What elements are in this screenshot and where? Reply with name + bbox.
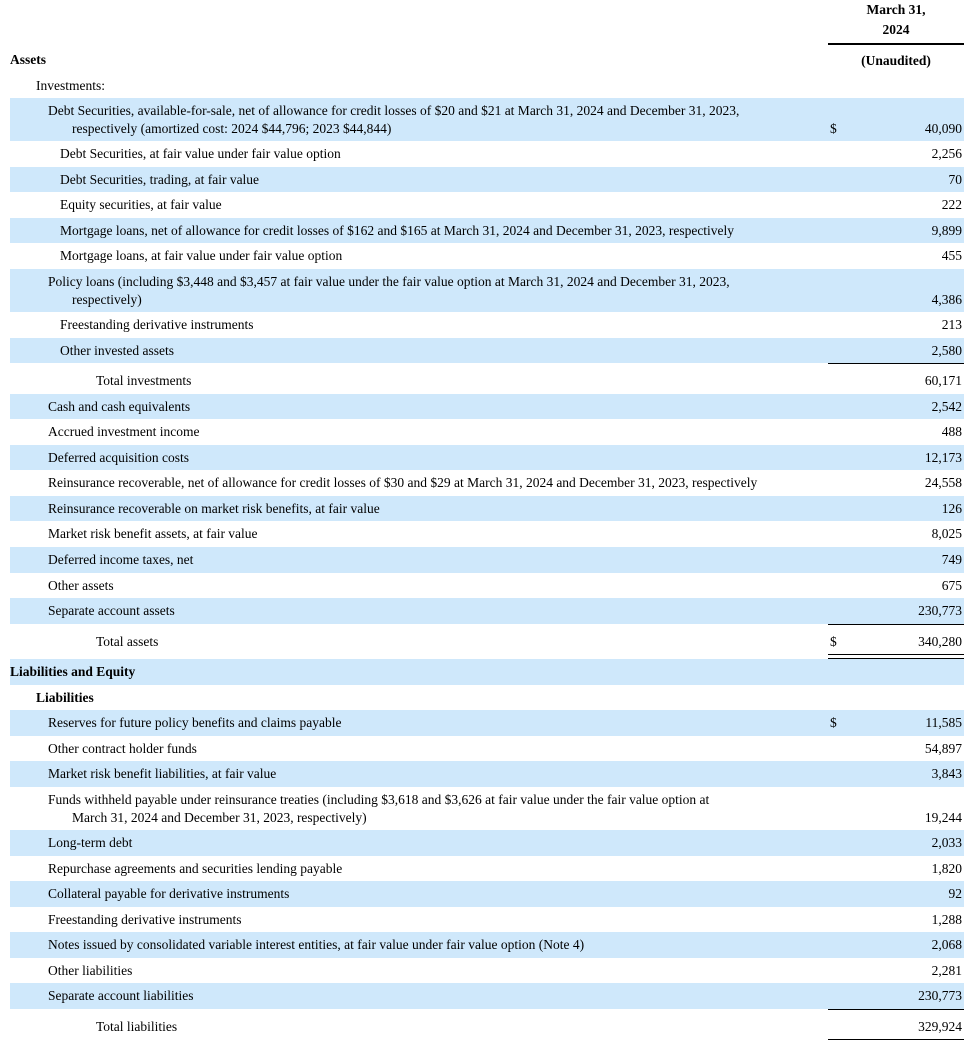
- row-label: Cash and cash equivalents: [10, 394, 818, 420]
- table-row-policy-loans: [0, 269, 964, 312]
- row-label: Freestanding derivative instruments: [48, 911, 242, 927]
- table-row-debt-securities-trading: [0, 167, 964, 193]
- row-currency: [828, 856, 850, 882]
- row-label: Other assets: [48, 577, 114, 593]
- row-value: 675: [941, 577, 962, 593]
- row-value: 92: [850, 881, 964, 907]
- table-row-funds-withheld-payable: [0, 787, 964, 830]
- table-row-freestanding-derivatives-asset: [0, 312, 964, 338]
- row-value: 1,820: [931, 860, 962, 876]
- row-value: 3,843: [850, 761, 964, 787]
- table-row-deferred-acquisition-costs: [0, 445, 964, 471]
- row-value: 2,033: [850, 830, 964, 856]
- row-label-line1: Debt Securities, available-for-sale, net of allowance for credit losses of $20 and $21 at March 31, 2024 and December 31, 2023,: [48, 103, 740, 119]
- row-currency: $: [828, 710, 850, 736]
- row-label: Total assets: [96, 633, 159, 649]
- row-currency: [828, 269, 850, 312]
- row-value: 2,542: [850, 394, 964, 420]
- row-value: 11,585: [850, 710, 964, 736]
- row-currency: [828, 932, 850, 958]
- table-row-reserves-future-policy-benefits: [0, 710, 964, 736]
- row-currency: [828, 983, 850, 1009]
- row-label-line1: Policy loans (including $3,448 and $3,457 at fair value under the fair value option at March 31, 2024 and December 31, 2023,: [48, 274, 730, 290]
- row-currency: [828, 141, 850, 167]
- assets-heading: Assets: [10, 52, 46, 68]
- column-header-date-line2: 2024: [882, 21, 910, 37]
- row-currency: [828, 394, 850, 420]
- row-value: 230,773: [850, 598, 964, 624]
- row-value: 9,899: [850, 218, 964, 244]
- table-row-cash-and-cash-equivalents: [0, 394, 964, 420]
- row-label: Other liabilities: [48, 962, 133, 978]
- row-currency: [828, 338, 850, 364]
- table-row-debt-securities-fvo: [0, 141, 964, 167]
- row-label: Mortgage loans, net of allowance for credit losses of $162 and $165 at March 31, 2024 and December 31, 2023, respectively: [10, 218, 818, 244]
- row-value: 2,256: [931, 146, 962, 162]
- row-label: Separate account assets: [10, 598, 818, 624]
- table-row-total-liabilities: [0, 1014, 964, 1040]
- row-label: Deferred acquisition costs: [10, 445, 818, 471]
- row-value: 2,068: [850, 932, 964, 958]
- table-row-repurchase-agreements: [0, 856, 964, 882]
- table-row-debt-securities-afs: [0, 98, 964, 141]
- row-value: 1,288: [931, 911, 962, 927]
- row-currency: [828, 496, 850, 522]
- row-currency: [828, 547, 850, 573]
- row-value: 2,281: [931, 962, 962, 978]
- row-label: Reinsurance recoverable, net of allowance for credit losses of $30 and $29 at March 31, 2024 and December 31, 2023, respectively: [48, 475, 758, 491]
- row-label: Mortgage loans, at fair value under fair value option: [60, 248, 343, 264]
- row-label: Deferred income taxes, net: [10, 547, 818, 573]
- row-label: Freestanding derivative instruments: [60, 317, 254, 333]
- table-row-collateral-payable: [0, 881, 964, 907]
- row-currency: [828, 445, 850, 471]
- row-label: Debt Securities, trading, at fair value: [10, 167, 818, 193]
- row-currency: [828, 907, 850, 933]
- header-row-date-line1: [0, 0, 964, 20]
- row-currency: $: [828, 98, 850, 141]
- row-currency: [828, 1014, 850, 1040]
- header-rule: [828, 43, 964, 45]
- table-row-separate-account-liabilities: [0, 983, 964, 1009]
- row-value: 488: [941, 424, 962, 440]
- row-label-line2: March 31, 2024 and December 31, 2023, respectively): [72, 809, 367, 825]
- table-row-reinsurance-recoverable: [0, 470, 964, 496]
- row-value: 19,244: [924, 809, 962, 825]
- row-currency: [828, 167, 850, 193]
- header-rule-row: [0, 39, 964, 47]
- row-value: 2,580: [850, 338, 964, 364]
- row-currency: [828, 521, 850, 547]
- liabilities-and-equity-heading-row: [0, 659, 964, 685]
- row-currency: [828, 419, 850, 445]
- row-value: 222: [941, 197, 962, 213]
- row-label: Collateral payable for derivative instruments: [10, 881, 818, 907]
- table-row-equity-securities: [0, 192, 964, 218]
- row-currency: [828, 830, 850, 856]
- liabilities-and-equity-heading: Liabilities and Equity: [10, 659, 818, 685]
- table-row-other-liabilities: [0, 958, 964, 984]
- row-label: Repurchase agreements and securities lending payable: [48, 860, 343, 876]
- row-label: Debt Securities, at fair value under fair value option: [60, 146, 341, 162]
- total-liabilities-bottom-rule-row: [0, 1039, 964, 1044]
- row-currency: [828, 312, 850, 338]
- row-label-line1: Funds withheld payable under reinsurance treaties (including $3,618 and $3,626 at fair value under the fair value option at: [48, 791, 710, 807]
- row-currency: [828, 368, 850, 394]
- table-row-total-investments: [0, 368, 964, 394]
- row-currency: [828, 470, 850, 496]
- table-row-other-invested-assets: [0, 338, 964, 364]
- column-header-unaudited: (Unaudited): [861, 53, 931, 69]
- row-label: Other invested assets: [10, 338, 818, 364]
- investments-subheading: Investments:: [36, 77, 105, 93]
- row-currency: [828, 192, 850, 218]
- row-label: Notes issued by consolidated variable interest entities, at fair value under fair value option (Note 4): [10, 932, 818, 958]
- row-label-line2: respectively (amortized cost: 2024 $44,796; 2023 $44,844): [72, 120, 392, 136]
- row-label: Separate account liabilities: [10, 983, 818, 1009]
- bottom-rule: [828, 1039, 964, 1044]
- assets-heading-row: [0, 47, 964, 73]
- row-label: Other contract holder funds: [48, 740, 197, 756]
- row-currency: $: [830, 633, 837, 649]
- row-label: [10, 787, 818, 830]
- row-label-line2: respectively): [72, 291, 142, 307]
- table-row-mortgage-loans-fvo: [0, 243, 964, 269]
- row-value: 54,897: [924, 740, 962, 756]
- row-value: 329,924: [918, 1018, 962, 1034]
- row-currency: [828, 881, 850, 907]
- row-label: Total investments: [96, 373, 192, 389]
- row-currency: [828, 243, 850, 269]
- row-value: 749: [850, 547, 964, 573]
- table-row-accrued-investment-income: [0, 419, 964, 445]
- row-label: Equity securities, at fair value: [60, 197, 222, 213]
- table-row-mortgage-loans: [0, 218, 964, 244]
- row-label: Market risk benefit liabilities, at fair value: [10, 761, 818, 787]
- liabilities-subheading: Liabilities: [36, 689, 94, 705]
- row-currency: [828, 958, 850, 984]
- row-label: Market risk benefit assets, at fair value: [48, 526, 258, 542]
- row-currency: [828, 598, 850, 624]
- table-row-other-assets: [0, 573, 964, 599]
- row-currency: [828, 736, 850, 762]
- table-row-total-assets: [0, 629, 964, 655]
- liabilities-subheading-row: [0, 685, 964, 711]
- table-row-other-contract-holder-funds: [0, 736, 964, 762]
- header-row-date-line2: [0, 20, 964, 40]
- row-value: 40,090: [850, 98, 964, 141]
- table-row-freestanding-derivatives-liability: [0, 907, 964, 933]
- row-label: Reinsurance recoverable on market risk benefits, at fair value: [10, 496, 818, 522]
- row-value: 70: [850, 167, 964, 193]
- row-value: 8,025: [931, 526, 962, 542]
- row-value: 455: [941, 248, 962, 264]
- table-row-deferred-income-taxes: [0, 547, 964, 573]
- table-row-long-term-debt: [0, 830, 964, 856]
- row-label: Accrued investment income: [48, 424, 200, 440]
- row-currency: [828, 218, 850, 244]
- row-value: 126: [850, 496, 964, 522]
- row-value: 4,386: [850, 269, 964, 312]
- table-row-market-risk-benefit-assets: [0, 521, 964, 547]
- table-row-market-risk-benefit-liabilities: [0, 761, 964, 787]
- row-value: 24,558: [924, 475, 962, 491]
- table-row-reinsurance-recoverable-mrb: [0, 496, 964, 522]
- row-currency: [828, 761, 850, 787]
- row-label: Long-term debt: [10, 830, 818, 856]
- row-value: 60,171: [924, 373, 962, 389]
- column-header-date-line1: March 31,: [866, 2, 926, 17]
- row-label: Reserves for future policy benefits and claims payable: [10, 710, 818, 736]
- row-currency: [828, 787, 850, 830]
- table-row-notes-issued-by-vies: [0, 932, 964, 958]
- row-value: 12,173: [850, 445, 964, 471]
- row-label: Total liabilities: [96, 1018, 178, 1034]
- row-value: 230,773: [850, 983, 964, 1009]
- table-row-separate-account-assets: [0, 598, 964, 624]
- row-value: 213: [941, 317, 962, 333]
- investments-subheading-row: [0, 73, 964, 99]
- row-currency: [828, 573, 850, 599]
- row-label: [10, 98, 818, 141]
- row-value: 340,280: [918, 633, 962, 649]
- row-label: [10, 269, 818, 312]
